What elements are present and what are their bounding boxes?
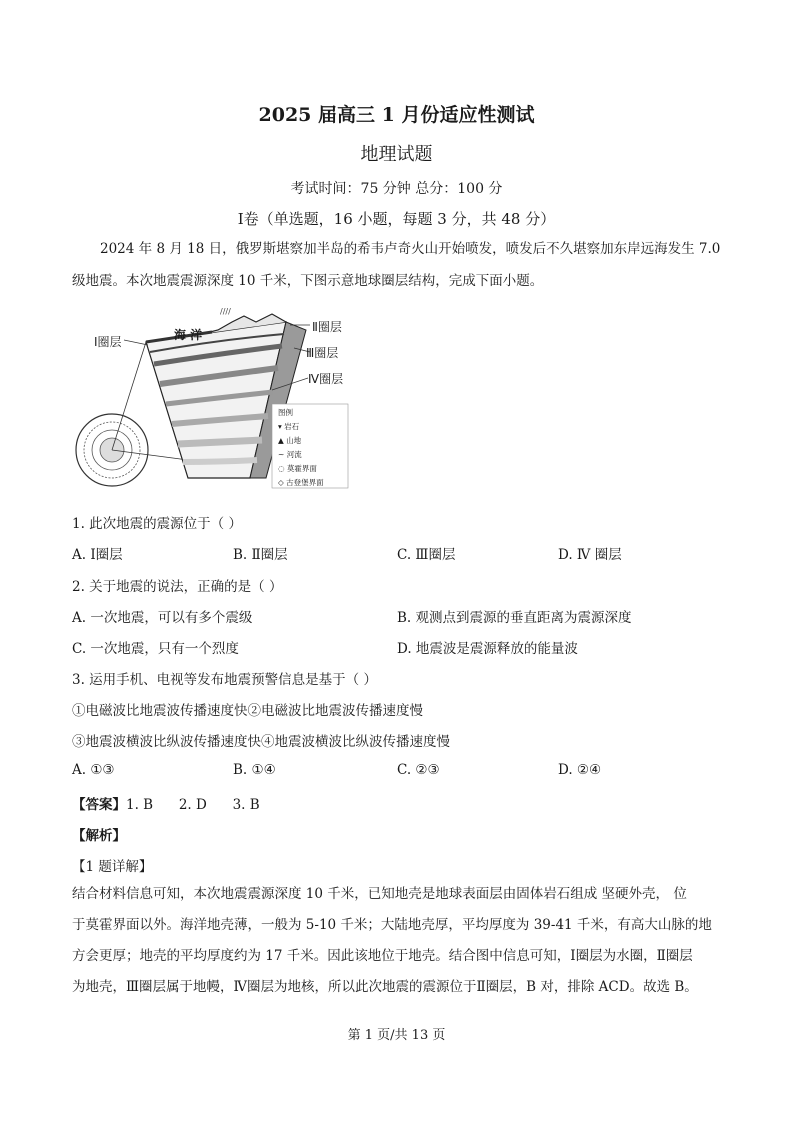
question-1-stem: 1. 此次地震的震源位于（ ） [72,516,242,532]
q1-option-a[interactable]: A. Ⅰ圈层 [72,547,123,563]
q3-statements-1: ①电磁波比地震波传播速度快②电磁波比地震波传播速度慢 [72,703,423,719]
earth-layers-figure [72,300,372,500]
analysis-tag: 【解析】 [72,828,126,844]
river-icon: ~ [278,450,285,459]
q1-option-d[interactable]: D. Ⅳ 圈层 [558,547,622,563]
figure-legend [278,407,346,488]
question-3-stem: 3. 运用手机、电视等发布地震预警信息是基于（ ） [72,672,377,688]
analysis-line-3: 方会更厚；地壳的平均厚度约为 17 千米。因此该地位于地壳。结合图中信息可知，Ⅰ圈层为水圈，Ⅱ圈层 [72,948,693,964]
intro-line-1: 2024 年 8 月 18 日，俄罗斯堪察加半岛的希韦卢奇火山开始喷发，喷发后不久堪察加东岸远海发生 7.0 [100,241,721,257]
page-number: 第 1 页/共 13 页 [347,1028,446,1043]
question-2-stem: 2. 关于地震的说法，正确的是（ ） [72,579,283,595]
svg-text:////: //// [220,307,231,316]
q3-option-b[interactable]: B. ①④ [233,762,276,778]
answer-text: 1. B 2. D 3. B [126,797,260,813]
q1-option-c[interactable]: C. Ⅲ圈层 [397,547,456,563]
q2-option-b[interactable]: B. 观测点到震源的垂直距离为震源深度 [397,610,632,626]
exam-subject: 地理试题 [360,144,433,165]
legend-item-river: ~ 河流 [278,450,302,459]
q3-option-d[interactable]: D. ②④ [558,762,602,778]
intro-line-2: 级地震。本次地震震源深度 10 千米，下图示意地球圈层结构，完成下面小题。 [72,273,544,289]
analysis-line-4: 为地壳，Ⅲ圈层属于地幔，Ⅳ圈层为地核，所以此次地震的震源位于Ⅱ圈层，B 对，排除 ACD。故选 B。 [72,979,698,995]
answer-tag: 【答案】 [72,797,126,813]
rock-icon: ▾ [278,422,282,431]
q2-option-a[interactable]: A. 一次地震，可以有多个震级 [72,610,253,626]
q2-option-c[interactable]: C. 一次地震，只有一个烈度 [72,641,239,657]
label-layer-1: Ⅰ圈层 [94,335,122,349]
exam-info: 考试时间：75 分钟 总分：100 分 [290,181,503,197]
bracket-circle-icon: ◇ [278,478,284,487]
legend-title: 图例 [278,408,293,417]
label-layer-3: Ⅲ圈层 [306,346,339,360]
label-layer-4: Ⅳ圈层 [308,372,344,386]
mountain-icon: ▲ [278,436,284,445]
q3-statements-2: ③地震波横波比纵波传播速度快④地震波横波比纵波传播速度慢 [72,734,450,750]
legend-item-moho: ◌ 莫霍界面 [278,464,317,473]
q3-option-a[interactable]: A. ①③ [72,762,115,778]
legend-item-rock: ▾ 岩石 [278,422,300,431]
q3-option-c[interactable]: C. ②③ [397,762,440,778]
q2-option-d[interactable]: D. 地震波是震源释放的能量波 [397,641,578,657]
section-heading: Ⅰ卷（单选题，16 小题，每题 3 分，共 48 分） [237,210,556,228]
legend-item-mountain: ▲ 山地 [278,436,302,445]
exam-title: 2025 届高三 1 月份适应性测试 [258,104,535,126]
analysis-line-2: 于莫霍界面以外。海洋地壳薄，一般为 5-10 千米；大陆地壳厚，平均厚度为 39-41 千米，有高大山脉的地 [72,917,712,933]
label-ocean: 海 洋 [174,328,203,342]
dashed-circle-icon: ◌ [278,464,285,473]
q1-option-b[interactable]: B. Ⅱ圈层 [233,547,288,563]
legend-item-gutenberg: ◇ 古登堡界面 [278,478,324,487]
analysis-line-1: 结合材料信息可知，本次地震震源深度 10 千米，已知地壳是地球表面层由固体岩石组成 坚硬外壳， 位 [72,886,687,902]
detail-tag: 【1 题详解】 [72,859,153,875]
answer-line [72,793,260,813]
label-layer-2: Ⅱ圈层 [312,320,342,334]
